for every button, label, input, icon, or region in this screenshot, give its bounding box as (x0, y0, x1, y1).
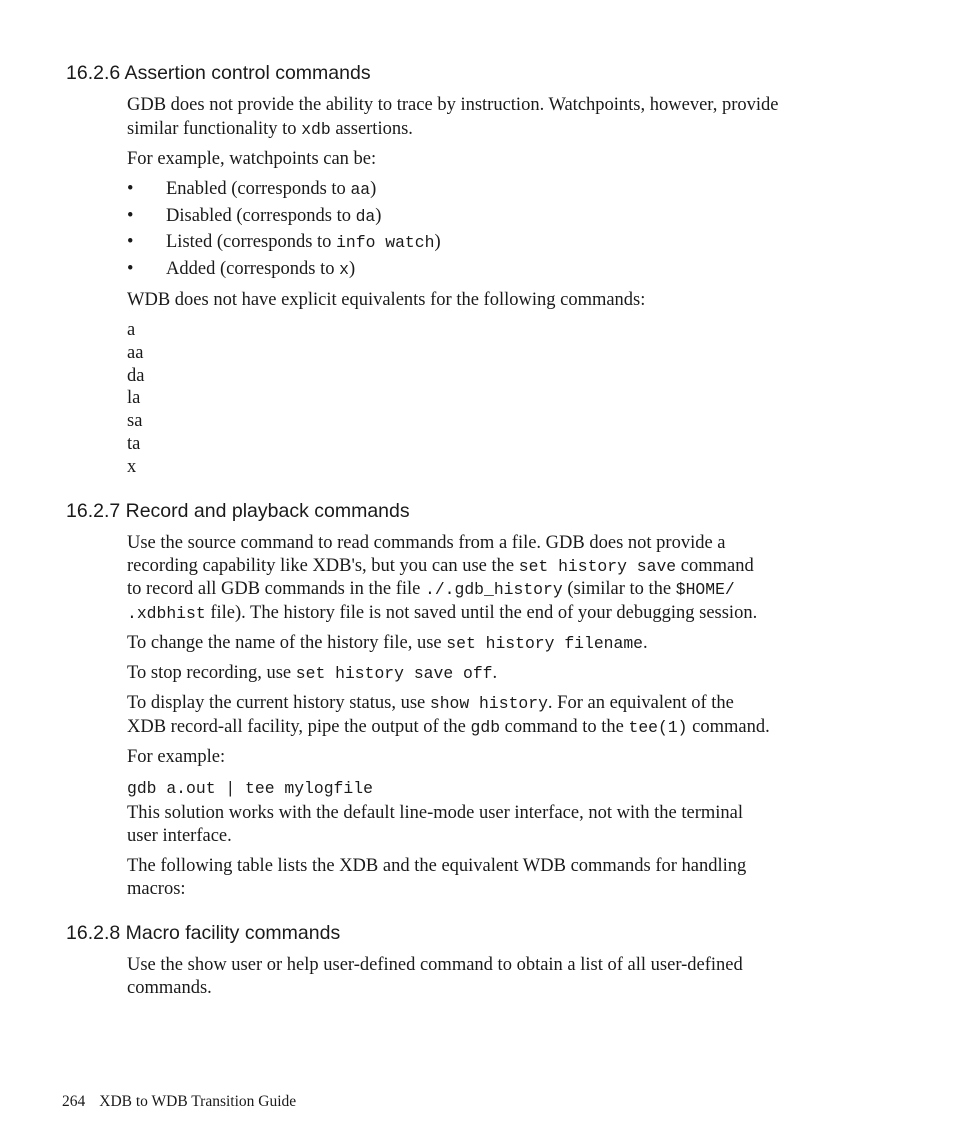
paragraph-line: This solution works with the default line-mode user interface, not with the terminal (127, 803, 744, 823)
paragraph-line: To stop recording, use set history save off. (127, 663, 498, 683)
document-title: XDB to WDB Transition Guide (99, 1093, 297, 1110)
paragraph-line: Use the source command to read commands from a file. GDB does not provide a (127, 533, 726, 553)
paragraph-line: GDB does not provide the ability to trace by instruction. Watchpoints, however, provide (127, 95, 779, 115)
paragraph-line: To change the name of the history file, use set history filename. (127, 633, 648, 653)
command-list-item: a (127, 320, 136, 340)
section-heading-record-playback: 16.2.7 Record and playback commands (66, 500, 410, 522)
inline-code: gdb (470, 718, 501, 737)
section-heading-macro: 16.2.8 Macro facility commands (66, 922, 341, 944)
inline-code: info watch (336, 233, 435, 252)
command-list-item: sa (127, 411, 143, 431)
paragraph-line: For example: (127, 747, 226, 767)
inline-code: .xdbhist (127, 604, 206, 623)
paragraph-line: similar functionality to xdb assertions. (127, 119, 413, 139)
bullet-icon: • (127, 232, 134, 252)
inline-code: xdb (301, 120, 331, 139)
paragraph-line: macros: (127, 879, 186, 899)
inline-code: set history save off (295, 664, 493, 683)
inline-code: set history save (518, 557, 677, 576)
paragraph-line: recording capability like XDB's, but you can use the set history save command (127, 556, 754, 576)
inline-code: tee(1) (628, 718, 688, 737)
section-heading-assertion: 16.2.6 Assertion control commands (66, 62, 371, 84)
command-list-item: x (127, 457, 137, 477)
bullet-icon: • (127, 206, 134, 226)
command-list-item: aa (127, 343, 144, 363)
command-list-item: da (127, 366, 145, 386)
paragraph-line: Use the show user or help user-defined command to obtain a list of all user-defined (127, 955, 743, 975)
paragraph-line: commands. (127, 978, 212, 998)
paragraph-line: XDB record-all facility, pipe the output of the gdb command to the tee(1) command. (127, 717, 770, 737)
command-list-item: ta (127, 434, 141, 454)
inline-code: ./.gdb_history (424, 580, 563, 599)
bullet-icon: • (127, 259, 134, 279)
page-number: 264 (62, 1093, 86, 1110)
bullet-icon: • (127, 179, 134, 199)
paragraph-line: The following table lists the XDB and the equivalent WDB commands for handling (127, 856, 747, 876)
page-footer (62, 1092, 296, 1112)
inline-code: x (339, 260, 349, 279)
paragraph-line: to record all GDB commands in the file ./.gdb_history (similar to the $HOME/ (127, 579, 735, 599)
inline-code: $HOME/ (675, 580, 735, 599)
code-example: gdb a.out | tee mylogfile (127, 779, 373, 798)
paragraph-line: WDB does not have explicit equivalents for the following commands: (127, 290, 646, 310)
paragraph-line: For example, watchpoints can be: (127, 149, 377, 169)
paragraph-line: To display the current history status, use show history. For an equivalent of the (127, 693, 734, 713)
inline-code: da (355, 207, 376, 226)
paragraph-line: .xdbhist file). The history file is not saved until the end of your debugging session. (127, 603, 758, 623)
command-list-item: la (127, 388, 141, 408)
paragraph-line: user interface. (127, 826, 232, 846)
inline-code: set history filename (446, 634, 644, 653)
inline-code: show history (429, 694, 548, 713)
inline-code: aa (350, 180, 371, 199)
